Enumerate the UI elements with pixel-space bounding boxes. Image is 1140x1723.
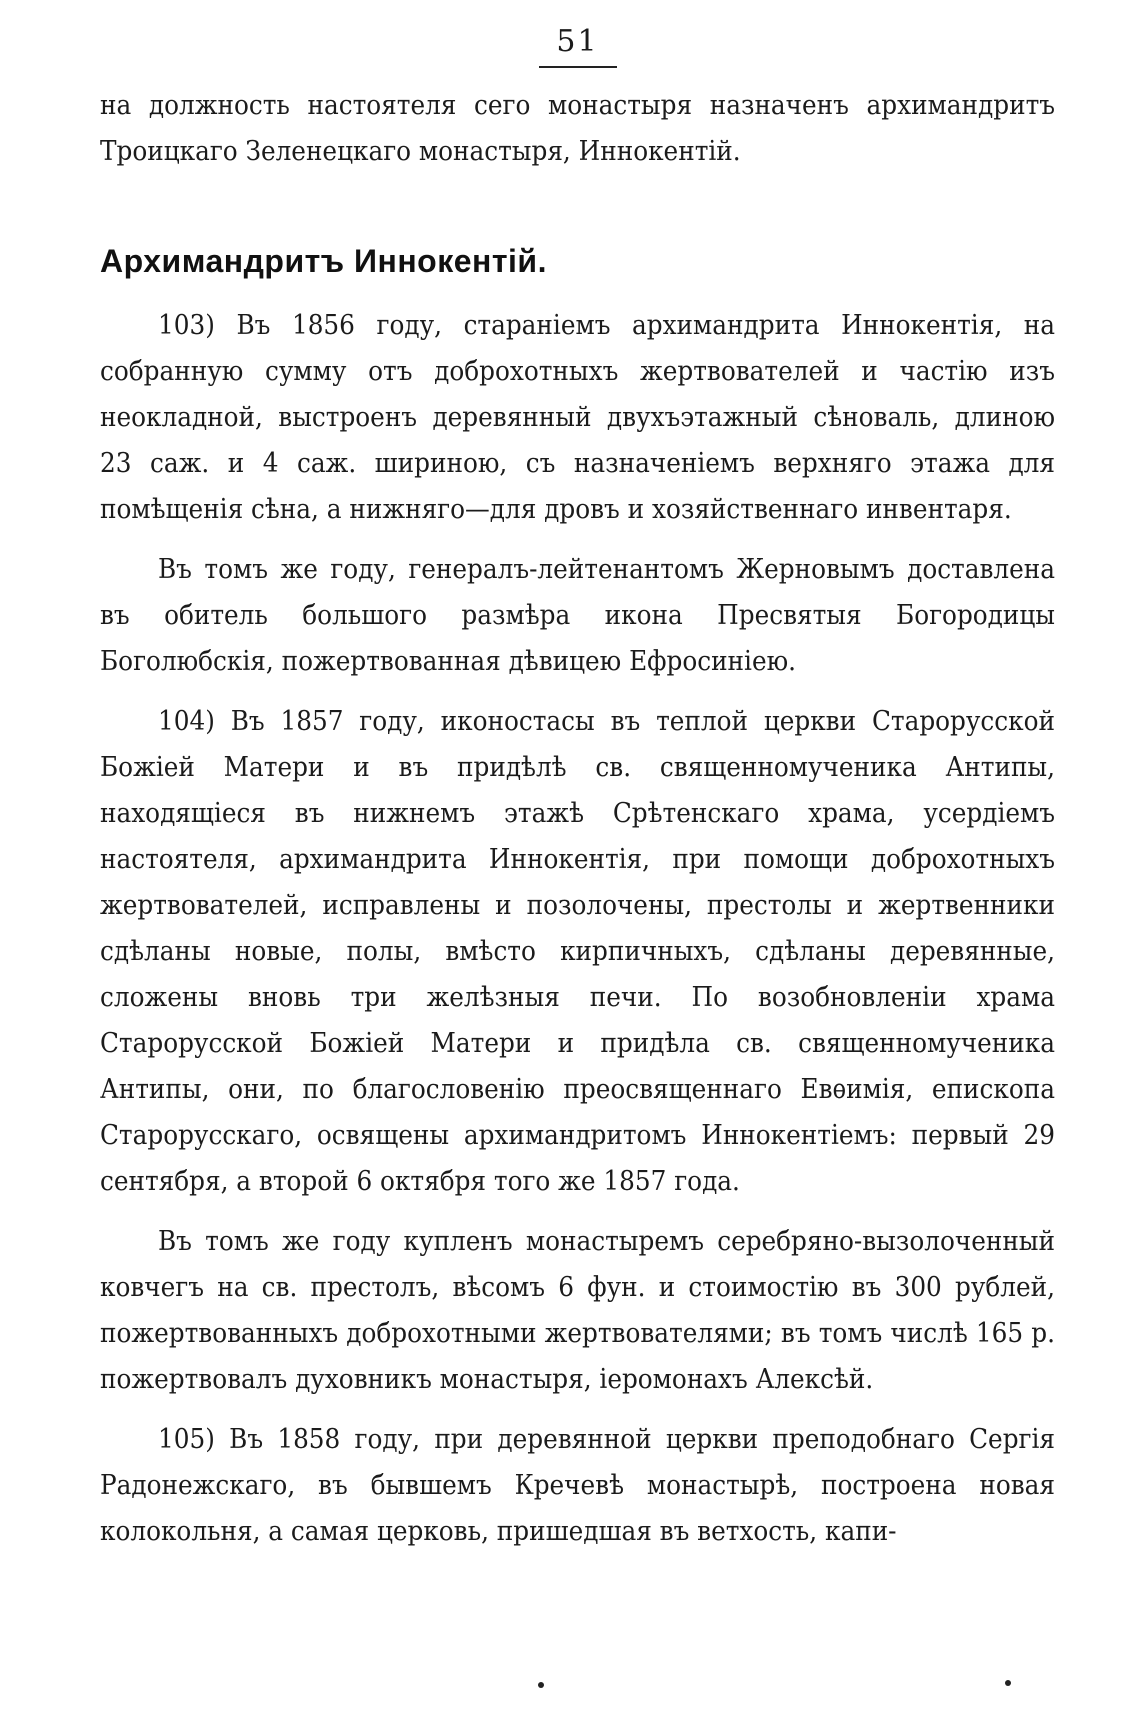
paragraph-103: 103) Въ 1856 году, стараніемъ архимандрита Иннокентія, на собранную сумму отъ доброхотныхъ жертвователей и частію изъ неокладной, выстроенъ деревянный двухъэтажный сѣноваль, длиною 23 саж. и 4 саж. шириною, съ назначеніемъ верхняго этажа для помѣщенія сѣна, а нижняго—для дровъ и хозяйственнаго инвентаря. — [100, 309, 1055, 525]
document-page — [100, 24, 1055, 1554]
paragraph-kovcheg: Въ томъ же году купленъ монастыремъ серебряно-вызолоченный ковчегъ на св. престолъ, вѣсомъ 6 фун. и стоимостію въ 300 рублей, пожертвованныхъ доброхотными жертвователями; въ томъ числѣ 165 р. пожертвовалъ духовникъ монастыря, іеромонахъ Алексѣй. — [100, 1225, 1055, 1395]
paragraph-bogolyubskaya-icon: Въ томъ же году, генералъ-лейтенантомъ Жерновымъ доставлена въ обитель большого размѣра икона Пресвятыя Богородицы Боголюбскія, пожертвованная дѣвицею Ефросиніею. — [100, 553, 1055, 677]
scan-speck — [538, 1682, 544, 1688]
page-number-rule — [539, 66, 617, 68]
paragraph-104: 104) Въ 1857 году, иконостасы въ теплой церкви Старорусской Божіей Матери и въ придѣлѣ св. священномученика Антипы, находящіеся въ нижнемъ этажѣ Срѣтенскаго храма, усердіемъ настоятеля, архимандрита Иннокентія, при помощи доброхотныхъ жертвователей, исправлены и позолочены, престолы и жертвенники сдѣланы новые, полы, вмѣсто кирпичныхъ, сдѣланы деревянные, сложены вновь три желѣзныя печи. По возобновленіи храма Старорусской Божіей Матери и придѣла св. священномученика Антипы, они, по благословенію преосвященнаго Евѳимія, епископа Старорусскаго, освящены архимандритомъ Иннокентіемъ: первый 29 сентября, а второй 6 октября того же 1857 года. — [100, 705, 1055, 1197]
scan-speck — [1005, 1680, 1011, 1686]
paragraph-105: 105) Въ 1858 году, при деревянной церкви преподобнаго Сергія Радонежскаго, въ бывшемъ Кречевѣ монастырѣ, построена новая колокольня, а самая церковь, пришедшая въ ветхость, капи- — [100, 1423, 1055, 1547]
scan-specks — [0, 1680, 1140, 1700]
section-heading: Архимандритъ Иннокентій. — [100, 243, 547, 279]
page-number: 51 — [556, 24, 599, 59]
intro-paragraph: на должность настоятеля сего монастыря назначенъ архимандритъ Троицкаго Зеленецкаго монастыря, Иннокентій. — [100, 89, 1055, 167]
